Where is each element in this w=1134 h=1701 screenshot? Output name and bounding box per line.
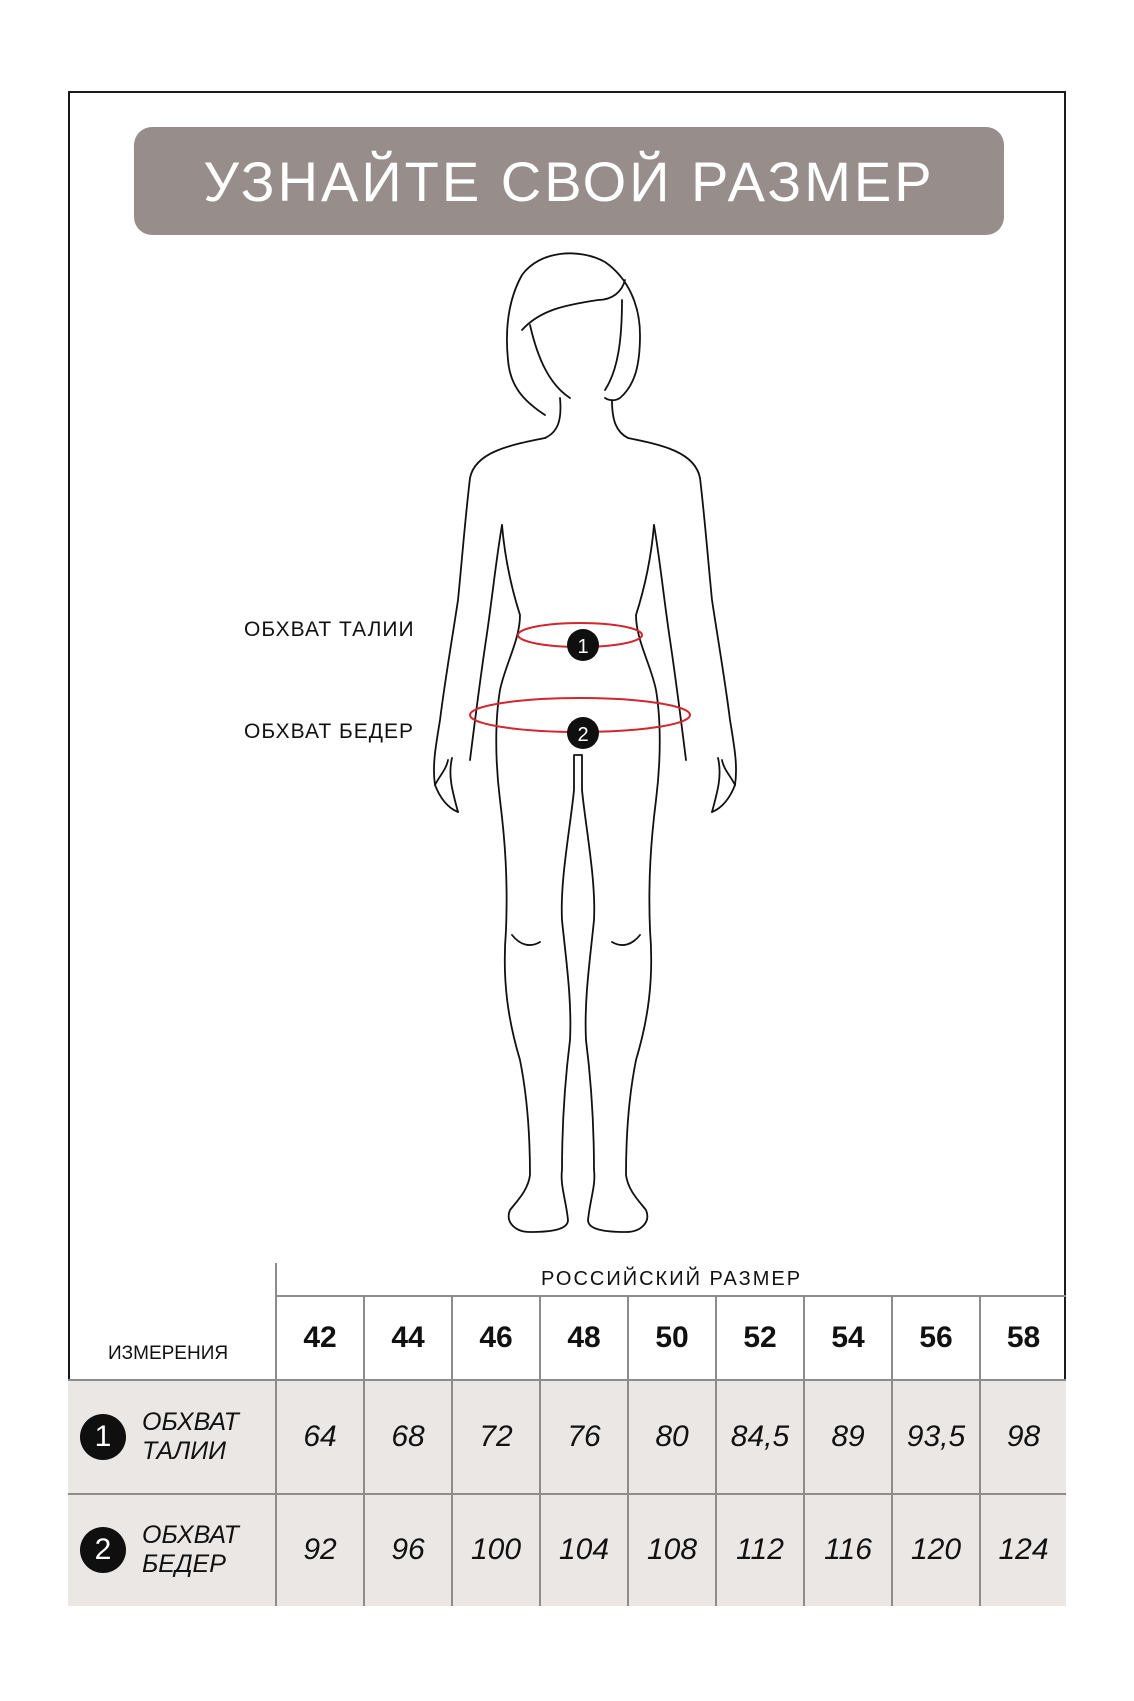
- size-header: 54: [804, 1296, 892, 1380]
- size-table-wrapper: [68, 1263, 1066, 1606]
- table-cell: 98: [980, 1380, 1066, 1494]
- row-label-line: ТАЛИИ: [142, 1436, 227, 1465]
- hips-label: ОБХВАТ БЕДЕР: [244, 720, 415, 743]
- table-row-hips: [68, 1494, 1066, 1606]
- size-header: 58: [980, 1296, 1066, 1380]
- table-cell: 112: [716, 1494, 804, 1606]
- row-label-line: БЕДЕР: [142, 1550, 226, 1579]
- size-header: 44: [364, 1296, 452, 1380]
- measurements-header: ИЗМЕРЕНИЯ: [68, 1263, 276, 1380]
- table-cell: 89: [804, 1380, 892, 1494]
- size-header: 56: [892, 1296, 980, 1380]
- table-row-waist: [68, 1380, 1066, 1494]
- table-cell: 108: [628, 1494, 716, 1606]
- waist-marker-number: 1: [577, 636, 589, 658]
- table-cell: 76: [540, 1380, 628, 1494]
- size-header: 52: [716, 1296, 804, 1380]
- row-label-waist: [68, 1380, 276, 1494]
- waist-label: ОБХВАТ ТАЛИИ: [244, 618, 415, 641]
- size-header: 42: [276, 1296, 364, 1380]
- table-cell: 64: [276, 1380, 364, 1494]
- table-cell: 104: [540, 1494, 628, 1606]
- row-label-line: ОБХВАТ: [142, 1407, 239, 1436]
- table-cell: 100: [452, 1494, 540, 1606]
- russian-size-header: РОССИЙСКИЙ РАЗМЕР: [276, 1263, 1066, 1296]
- table-cell: 116: [804, 1494, 892, 1606]
- hips-marker-number: 2: [577, 724, 589, 746]
- table-cell: 80: [628, 1380, 716, 1494]
- table-cell: 68: [364, 1380, 452, 1494]
- row-label-line: ОБХВАТ: [142, 1521, 239, 1550]
- table-cell: 120: [892, 1494, 980, 1606]
- row-label-hips: [68, 1494, 276, 1606]
- table-cell: 84,5: [716, 1380, 804, 1494]
- size-table: [68, 1263, 1066, 1606]
- table-cell: 96: [364, 1494, 452, 1606]
- page-title: УЗНАЙТЕ СВОЙ РАЗМЕР: [203, 149, 935, 213]
- size-header: 46: [452, 1296, 540, 1380]
- table-cell: 93,5: [892, 1380, 980, 1494]
- table-cell: 92: [276, 1494, 364, 1606]
- size-header: 50: [628, 1296, 716, 1380]
- table-cell: 72: [452, 1380, 540, 1494]
- hips-number-badge: 2: [80, 1527, 126, 1573]
- waist-number-badge: 1: [80, 1414, 126, 1460]
- size-header: 48: [540, 1296, 628, 1380]
- table-cell: 124: [980, 1494, 1066, 1606]
